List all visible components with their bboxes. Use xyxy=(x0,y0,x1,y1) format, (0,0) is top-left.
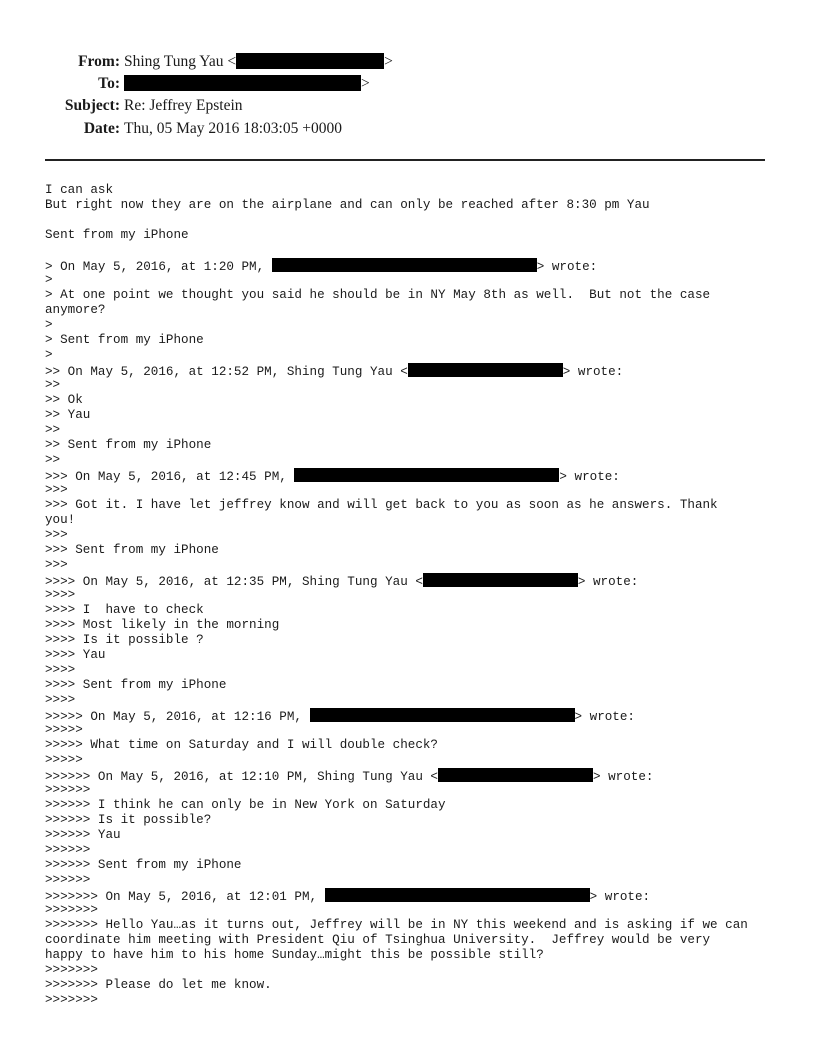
body-line xyxy=(45,213,785,228)
body-line: >>>>>>> xyxy=(45,963,98,977)
body-line: >>> Got it. I have let jeffrey know and will get back to you as soon as he answers. Thank xyxy=(45,498,718,512)
body-line xyxy=(45,768,785,783)
body-line: happy to have him to his home Sunday…might this be possible still? xyxy=(45,948,544,962)
body-line: >>> Sent from my iPhone xyxy=(45,543,219,557)
redaction-block xyxy=(325,888,590,902)
quote-attribution-end: > wrote: xyxy=(589,890,651,904)
body-line: >>>> xyxy=(45,693,76,707)
body-line: >> Yau xyxy=(45,408,91,422)
body-line: >>>>>> Sent from my iPhone xyxy=(45,858,242,872)
redaction-block xyxy=(124,75,361,91)
body-line: >> Sent from my iPhone xyxy=(45,438,212,452)
to-value: > xyxy=(124,74,370,94)
quote-attribution-end: > wrote: xyxy=(593,770,654,784)
quote-attribution: >>>>>> On May 5, 2016, at 12:10 PM, Shing Tung Yau < xyxy=(45,770,438,784)
redaction-block xyxy=(423,573,578,587)
body-line: >> Ok xyxy=(45,393,83,407)
redaction-block xyxy=(272,258,537,272)
date-value: Thu, 05 May 2016 18:03:05 +0000 xyxy=(124,120,342,137)
body-line: > At one point we thought you said he should be in NY May 8th as well. But not the case xyxy=(45,288,711,302)
body-line: >>>>>> I think he can only be in New York on Saturday xyxy=(45,798,446,812)
quote-attribution-end: > wrote: xyxy=(562,365,624,379)
redaction-block xyxy=(294,468,559,482)
body-line xyxy=(45,468,785,483)
quote-attribution-end: > wrote: xyxy=(536,260,598,274)
quote-attribution: >>> On May 5, 2016, at 12:45 PM, xyxy=(45,470,295,484)
body-line: >>>>>> Is it possible? xyxy=(45,813,212,827)
body-line: you! xyxy=(45,513,76,527)
body-line: >> xyxy=(45,423,61,437)
quote-attribution: > On May 5, 2016, at 1:20 PM, xyxy=(45,260,272,274)
body-line: >>>> xyxy=(45,588,76,602)
body-line xyxy=(45,573,785,588)
body-line: >>>>>>> Hello Yau…as it turns out, Jeffrey will be in NY this weekend and is asking if we can xyxy=(45,918,748,932)
body-line: >>>>>>> xyxy=(45,903,98,917)
body-line: >> xyxy=(45,378,61,392)
redaction-block xyxy=(438,768,593,782)
body-line: >>>>>> Yau xyxy=(45,828,121,842)
from-label: From: xyxy=(78,53,120,70)
body-line: > xyxy=(45,273,53,287)
to-label: To: xyxy=(98,75,120,92)
body-line: > xyxy=(45,318,53,332)
body-line xyxy=(45,888,785,903)
body-line: >>>>> What time on Saturday and I will double check? xyxy=(45,738,438,752)
body-line: >>>>>> xyxy=(45,873,91,887)
body-line: >> xyxy=(45,453,61,467)
subject-label: Subject: xyxy=(64,97,120,114)
body-line: > Sent from my iPhone xyxy=(45,333,204,347)
body-line: >>>>>> xyxy=(45,843,91,857)
body-line: >>>>>> xyxy=(45,783,91,797)
quote-attribution-end: > wrote: xyxy=(577,575,639,589)
body-line: coordinate him meeting with President Qiu of Tsinghua University. Jeffrey would be very xyxy=(45,933,711,947)
body-line xyxy=(45,708,785,723)
body-line: >>>> I have to check xyxy=(45,603,204,617)
body-line: >>>>>>> Please do let me know. xyxy=(45,978,272,992)
body-line xyxy=(45,243,785,258)
body-line: >>>>> xyxy=(45,723,83,737)
date-label: Date: xyxy=(83,120,120,137)
subject-value: Re: Jeffrey Epstein xyxy=(124,97,243,114)
body-line: >>>> Sent from my iPhone xyxy=(45,678,227,692)
redaction-block xyxy=(310,708,575,722)
from-name: Shing Tung Yau < xyxy=(124,53,237,70)
email-body xyxy=(45,183,785,1008)
body-line: But right now they are on the airplane and can only be reached after 8:30 pm Yau xyxy=(45,198,650,212)
from-value: Shing Tung Yau < > xyxy=(124,53,393,70)
body-line: >>>> xyxy=(45,663,76,677)
redaction-block xyxy=(236,53,384,69)
quote-attribution: >>>> On May 5, 2016, at 12:35 PM, Shing Tung Yau < xyxy=(45,575,423,589)
body-line: >>>> Most likely in the morning xyxy=(45,618,280,632)
body-line: >>> xyxy=(45,528,68,542)
header-divider xyxy=(45,159,765,161)
body-line: >>>>>>> xyxy=(45,993,98,1007)
quote-attribution: >>>>> On May 5, 2016, at 12:16 PM, xyxy=(45,710,310,724)
quote-attribution: >>>>>>> On May 5, 2016, at 12:01 PM, xyxy=(45,890,325,904)
body-line: I can ask xyxy=(45,183,114,197)
quote-attribution: >> On May 5, 2016, at 12:52 PM, Shing Tung Yau < xyxy=(45,365,408,379)
body-line xyxy=(45,363,785,378)
body-line: anymore? xyxy=(45,303,106,317)
body-line: >>>> Yau xyxy=(45,648,106,662)
body-line: > xyxy=(45,348,53,362)
body-line: >>>> Is it possible ? xyxy=(45,633,204,647)
quote-attribution-end: > wrote: xyxy=(574,710,635,724)
body-line: >>>>> xyxy=(45,753,83,767)
body-line: >>> xyxy=(45,558,68,572)
body-line: Sent from my iPhone xyxy=(45,228,189,242)
redaction-block xyxy=(408,363,563,377)
body-line xyxy=(45,258,785,273)
body-line: >>> xyxy=(45,483,68,497)
quote-attribution-end: > wrote: xyxy=(559,470,620,484)
